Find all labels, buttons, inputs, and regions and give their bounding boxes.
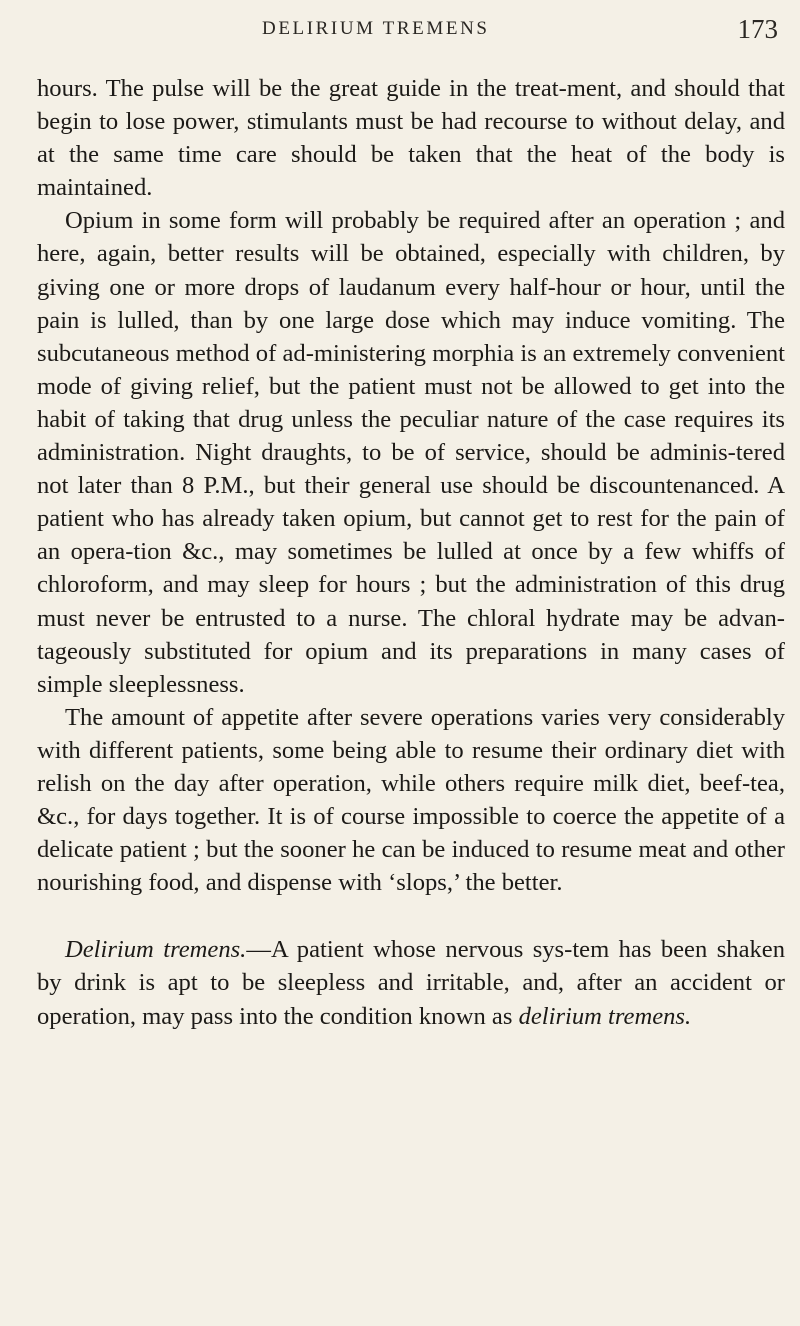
running-head [0, 14, 800, 54]
paragraph-opium: Opium in some form will probably be required after an operation ; and here, again, better results will be obtained, especially with children, by giving one or more drops of laudanum every half-hour or hour, until the pain is lulled, than by one large dose which may induce vomiting. The subcutaneous method of ad-ministering morphia is an extremely convenient mode of giving relief, but the patient must not be allowed to get into the habit of taking that drug unless the peculiar nature of the case requires its administration. Night draughts, to be of service, should be adminis-tered not later than 8 P.M., but their general use should be discountenanced. A patient who has already taken opium, but cannot get to rest for the pain of an opera-tion &c., may sometimes be lulled at once by a few whiffs of chloroform, and may sleep for hours ; but the administration of this drug must never be entrusted to a nurse. The chloral hydrate may be advan-tageously substituted for opium and its preparations in many cases of simple sleeplessness. [37, 207, 785, 698]
paragraph-appetite: The amount of appetite after severe operations varies very considerably with different patients, some being able to resume their ordinary diet with relish on the day after operation, while others require milk diet, beef-tea, &c., for days together. It is of course impossible to coerce the appetite of a delicate patient ; but the sooner he can be induced to resume meat and other nourishing food, and dispense with ‘slops,’ the better. [37, 703, 785, 897]
body-text [37, 72, 785, 1033]
section-gap [37, 899, 785, 933]
section-body-text: —A patient whose nervous sys-tem has been shaken by drink is apt to be sleepless and irritable, and, after an accident or operation, may pass into the condition known as [37, 936, 785, 1030]
paragraph-continuation: hours. The pulse will be the great guide in the treat-ment, and should that begin to lose power, stimulants must be had recourse to without delay, and at the same time care should be taken that the heat of the body is maintained. [37, 75, 785, 202]
running-title: DELIRIUM TREMENS [262, 18, 490, 39]
section-term: delirium tremens. [518, 1002, 692, 1030]
page-number: 173 [737, 14, 778, 44]
section-run-in-heading: Delirium tremens. [65, 936, 247, 964]
paragraph-delirium-tremens [37, 933, 785, 1032]
